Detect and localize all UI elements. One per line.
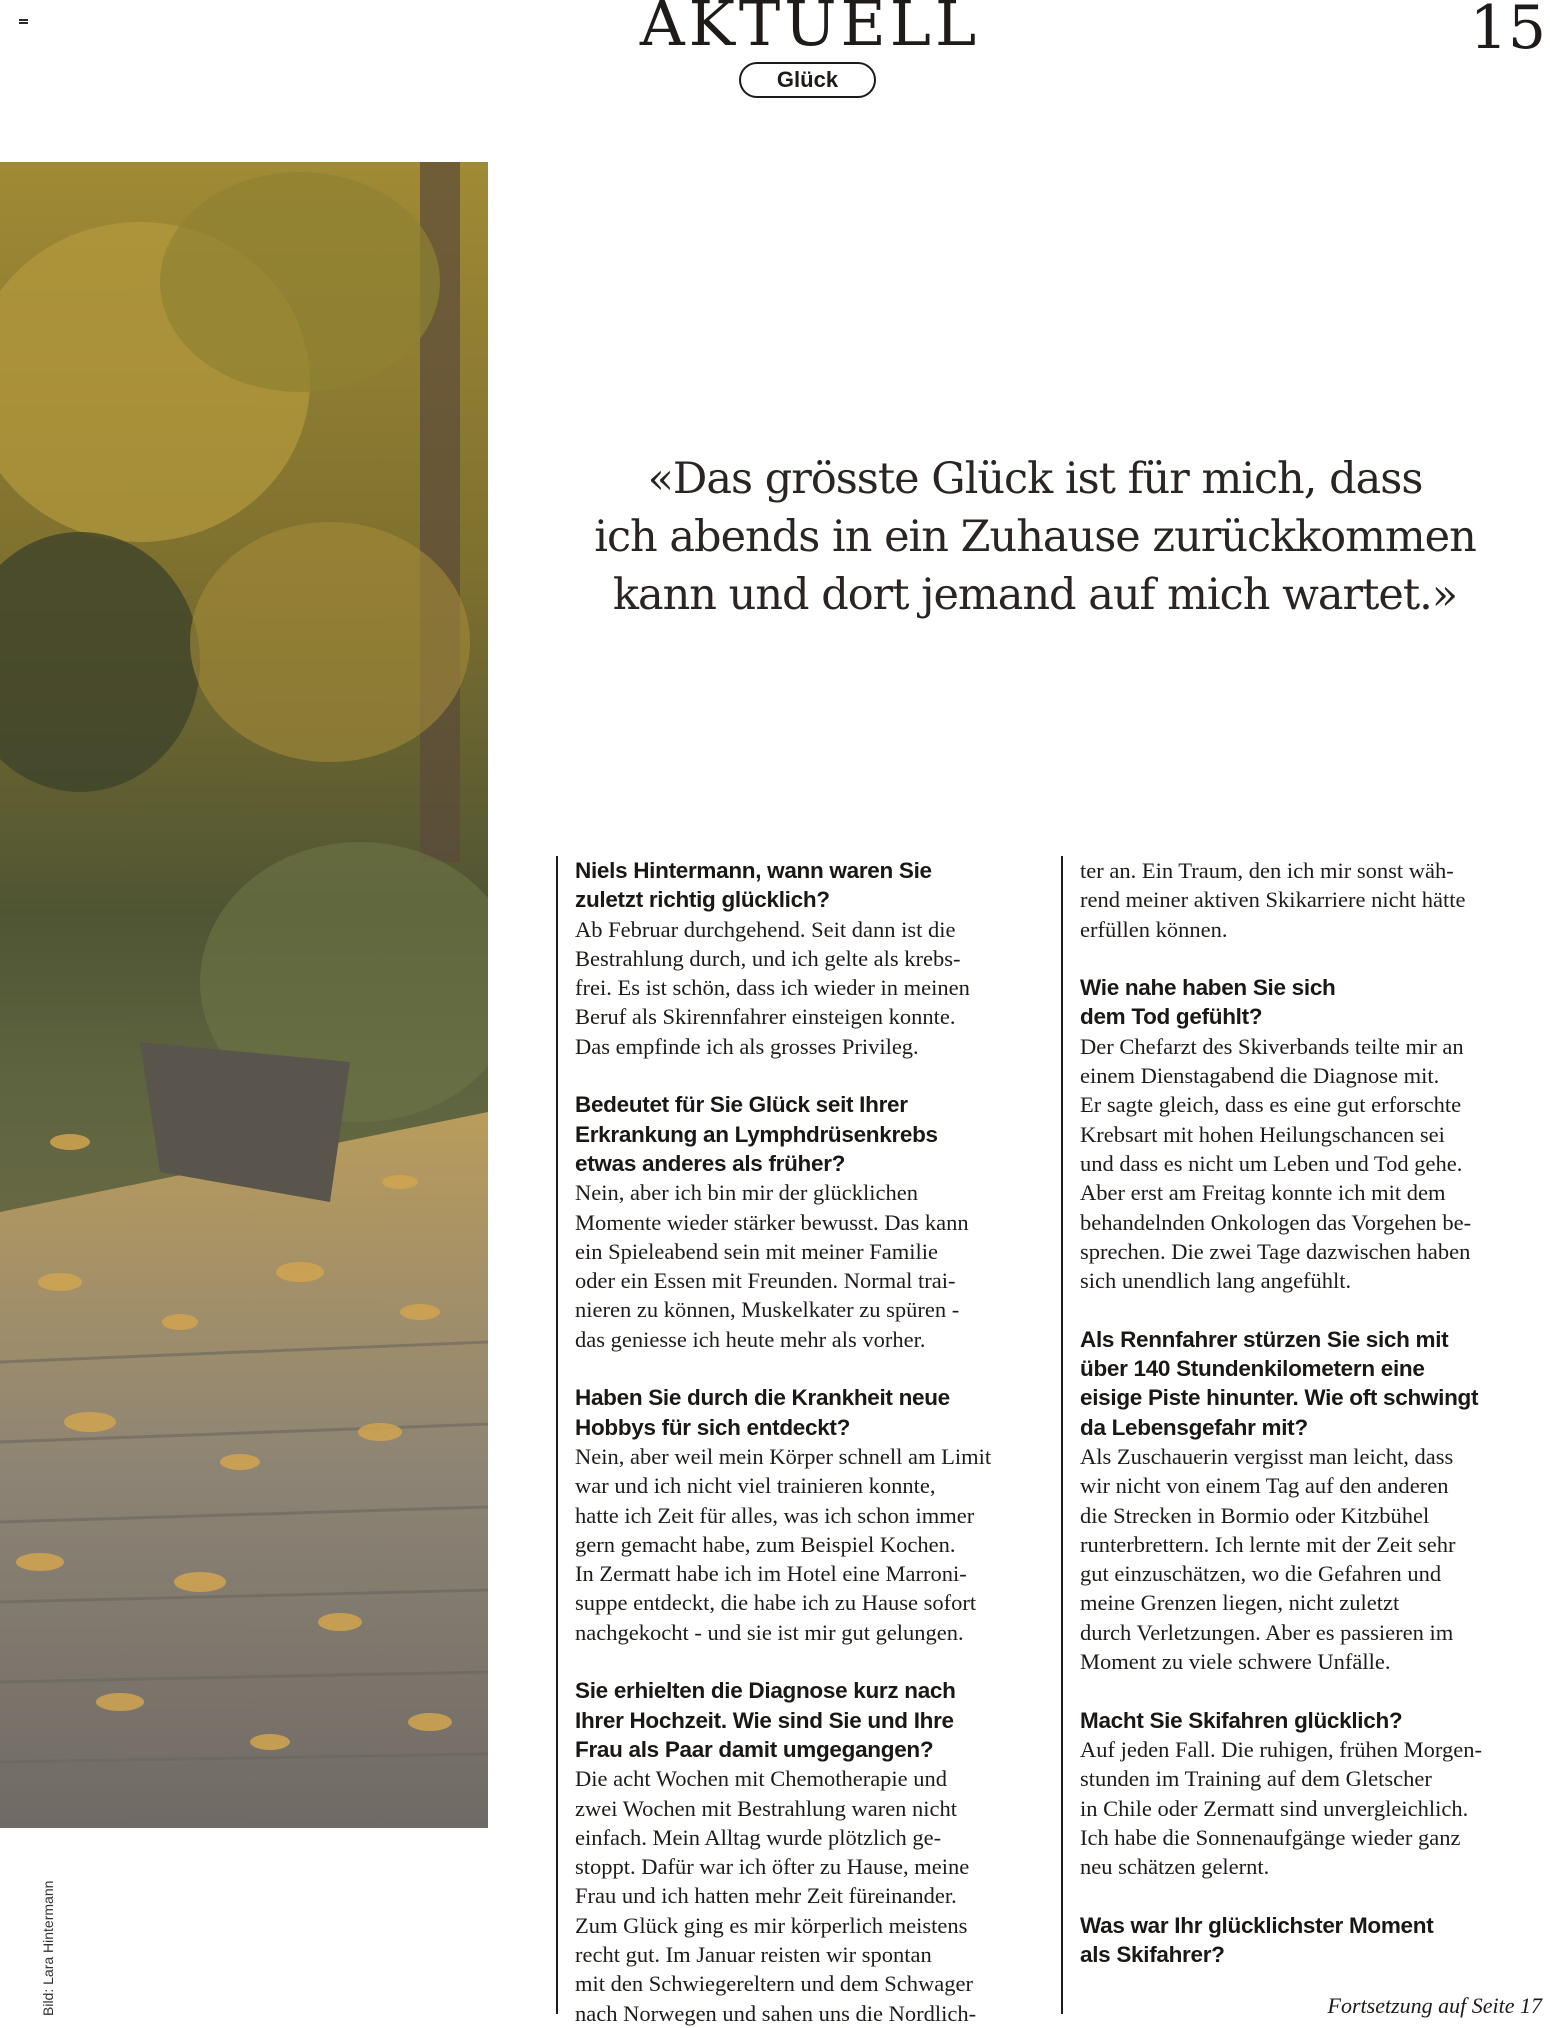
answer-line: Moment zu viele schwere Unfälle. <box>1080 1649 1391 1675</box>
interview-question <box>1080 1325 1550 1442</box>
interview-question <box>575 856 1051 915</box>
answer-line: gern gemacht habe, zum Beispiel Kochen. <box>575 1531 956 1557</box>
answer-line: erfüllen können. <box>1080 916 1228 942</box>
answer-line: nach Norwegen und sahen uns die Nordlich- <box>575 2000 977 2026</box>
interview-answer <box>1080 856 1550 944</box>
question-line: da Lebensgefahr mit? <box>1080 1414 1308 1440</box>
answer-line: Ab Februar durchgehend. Seit dann ist die <box>575 916 956 942</box>
answer-line: Als Zuschauerin vergisst man leicht, dass <box>1080 1443 1454 1469</box>
interview-question <box>575 1090 1051 1178</box>
interview-answer <box>1080 1032 1550 1296</box>
interview-answer <box>1080 1442 1550 1676</box>
answer-line: die Strecken in Bormio oder Kitzbühel <box>1080 1502 1430 1528</box>
autumn-path-illustration <box>0 162 488 1828</box>
answer-line: zwei Wochen mit Bestrahlung waren nicht <box>575 1795 958 1821</box>
answer-line: Nein, aber ich bin mir der glücklichen <box>575 1180 919 1206</box>
answer-line: Nein, aber weil mein Körper schnell am Limit <box>575 1443 992 1469</box>
interview-column-left <box>556 856 1051 2026</box>
answer-line: nieren zu können, Muskelkater zu spüren - <box>575 1297 960 1323</box>
answer-line: Der Chefarzt des Skiverbands teilte mir an <box>1080 1033 1464 1059</box>
interview-question <box>575 1383 1051 1442</box>
answer-line: Die acht Wochen mit Chemotherapie und <box>575 1766 948 1792</box>
answer-line: hatte ich Zeit für alles, was ich schon immer <box>575 1502 975 1528</box>
question-line: Hobbys für sich entdeckt? <box>575 1414 851 1440</box>
interview-answer <box>575 1442 1051 1647</box>
question-line: Erkrankung an Lymphdrüsenkrebs <box>575 1121 938 1147</box>
answer-line: suppe entdeckt, die habe ich zu Hause sofort <box>575 1590 977 1616</box>
pull-quote-line: kann und dort jemand auf mich wartet.» <box>612 570 1458 620</box>
answer-line: In Zermatt habe ich im Hotel eine Marroni- <box>575 1561 967 1587</box>
question-line: eisige Piste hinunter. Wie oft schwingt <box>1080 1385 1479 1411</box>
interview-question <box>1080 1911 1550 1970</box>
answer-line: runterbrettern. Ich lernte mit der Zeit sehr <box>1080 1531 1456 1557</box>
answer-line: recht gut. Im Januar reisten wir spontan <box>575 1941 932 1967</box>
interview-question <box>1080 973 1550 1032</box>
question-line: etwas anderes als früher? <box>575 1150 846 1176</box>
answer-line: Zum Glück ging es mir körperlich meistens <box>575 1912 968 1938</box>
answer-line: in Chile oder Zermatt sind unvergleichlich. <box>1080 1795 1469 1821</box>
answer-line: stunden im Training auf dem Gletscher <box>1080 1766 1432 1792</box>
answer-line: frei. Es ist schön, dass ich wieder in meinen <box>575 975 970 1001</box>
answer-line: das geniesse ich heute mehr als vorher. <box>575 1326 926 1352</box>
answer-line: oder ein Essen mit Freunden. Normal trai- <box>575 1268 956 1294</box>
question-line: als Skifahrer? <box>1080 1941 1225 1967</box>
question-line: Als Rennfahrer stürzen Sie sich mit <box>1080 1326 1449 1352</box>
answer-line: Er sagte gleich, dass es eine gut erforschte <box>1080 1092 1462 1118</box>
answer-line: ter an. Ein Traum, den ich mir sonst wäh- <box>1080 858 1454 883</box>
question-line: zuletzt richtig glücklich? <box>575 887 830 913</box>
topic-tag[interactable]: Glück <box>739 62 876 98</box>
question-line: Ihrer Hochzeit. Wie sind Sie und Ihre <box>575 1707 954 1733</box>
answer-line: durch Verletzungen. Aber es passieren im <box>1080 1619 1454 1645</box>
question-line: Niels Hintermann, wann waren Sie <box>575 858 932 883</box>
answer-line: und dass es nicht um Leben und Tod gehe. <box>1080 1150 1463 1176</box>
answer-line: meine Grenzen liegen, nicht zuletzt <box>1080 1590 1400 1616</box>
question-line: Sie erhielten die Diagnose kurz nach <box>575 1678 956 1704</box>
interview-answer <box>575 1764 1051 2028</box>
answer-line: nachgekocht - und sie ist mir gut gelungen. <box>575 1619 964 1645</box>
answer-line: ein Spieleabend sein mit meiner Familie <box>575 1238 939 1264</box>
interview-question <box>575 1676 1051 1764</box>
question-line: Wie nahe haben Sie sich <box>1080 975 1336 1001</box>
answer-line: sich unendlich lang angefühlt. <box>1080 1268 1352 1294</box>
question-line: Frau als Paar damit umgegangen? <box>575 1736 934 1762</box>
page-number: 15 <box>1469 0 1546 63</box>
answer-line: war und ich nicht viel trainieren konnte, <box>575 1473 936 1499</box>
question-line: Macht Sie Skifahren glücklich? <box>1080 1707 1403 1733</box>
answer-line: stoppt. Dafür war ich öfter zu Hause, meine <box>575 1854 970 1880</box>
answer-line: sprechen. Die zwei Tage dazwischen haben <box>1080 1238 1471 1264</box>
pull-quote-line: «Das grösste Glück ist für mich, dass <box>647 454 1423 504</box>
answer-line: Frau und ich hatten mehr Zeit füreinander. <box>575 1883 957 1909</box>
answer-line: Auf jeden Fall. Die ruhigen, frühen Morgen- <box>1080 1736 1482 1762</box>
answer-line: Beruf als Skirennfahrer einsteigen konnte. <box>575 1004 956 1030</box>
answer-line: wir nicht von einem Tag auf den anderen <box>1080 1473 1449 1499</box>
question-line: Haben Sie durch die Krankheit neue <box>575 1385 950 1411</box>
interview-answer <box>575 1178 1051 1354</box>
answer-line: behandelnden Onkologen das Vorgehen be- <box>1080 1209 1472 1235</box>
answer-line: Ich habe die Sonnenaufgänge wieder ganz <box>1080 1824 1461 1850</box>
pull-quote-line: ich abends in ein Zuhause zurückkommen <box>594 512 1476 562</box>
pull-quote <box>590 450 1480 624</box>
answer-line: neu schätzen gelernt. <box>1080 1854 1270 1880</box>
question-line: dem Tod gefühlt? <box>1080 1004 1263 1030</box>
answer-line: Krebsart mit hohen Heilungschancen sei <box>1080 1121 1445 1147</box>
answer-line: gut einzuschätzen, wo die Gefahren und <box>1080 1561 1442 1587</box>
interview-column-right <box>1061 856 1550 2014</box>
answer-line: Momente wieder stärker bewusst. Das kann <box>575 1209 969 1235</box>
question-line: Was war Ihr glücklichster Moment <box>1080 1912 1434 1938</box>
answer-line: Bestrahlung durch, und ich gelte als krebs- <box>575 945 961 971</box>
interview-answer <box>575 915 1051 1061</box>
section-title: AKTUELL <box>639 0 981 60</box>
answer-line: rend meiner aktiven Skikarriere nicht hätte <box>1080 887 1466 913</box>
question-line: über 140 Stundenkilometern eine <box>1080 1356 1425 1382</box>
answer-line: mit den Schwiegereltern und dem Schwager <box>575 1971 974 1997</box>
answer-line: Das empfinde ich als grosses Privileg. <box>575 1033 919 1059</box>
continued-note[interactable]: Fortsetzung auf Seite 17 <box>1327 1993 1542 2018</box>
answer-line: einfach. Mein Alltag wurde plötzlich ge- <box>575 1824 942 1850</box>
photo-credit: Bild: Lara Hintermann <box>40 1880 56 2016</box>
answer-line: Aber erst am Freitag konnte ich mit dem <box>1080 1180 1446 1206</box>
autumn-path-photo <box>0 162 488 1828</box>
interview-question <box>1080 1706 1550 1735</box>
interview-answer <box>1080 1735 1550 1881</box>
question-line: Bedeutet für Sie Glück seit Ihrer <box>575 1092 908 1118</box>
answer-line: einem Dienstagabend die Diagnose mit. <box>1080 1063 1440 1089</box>
